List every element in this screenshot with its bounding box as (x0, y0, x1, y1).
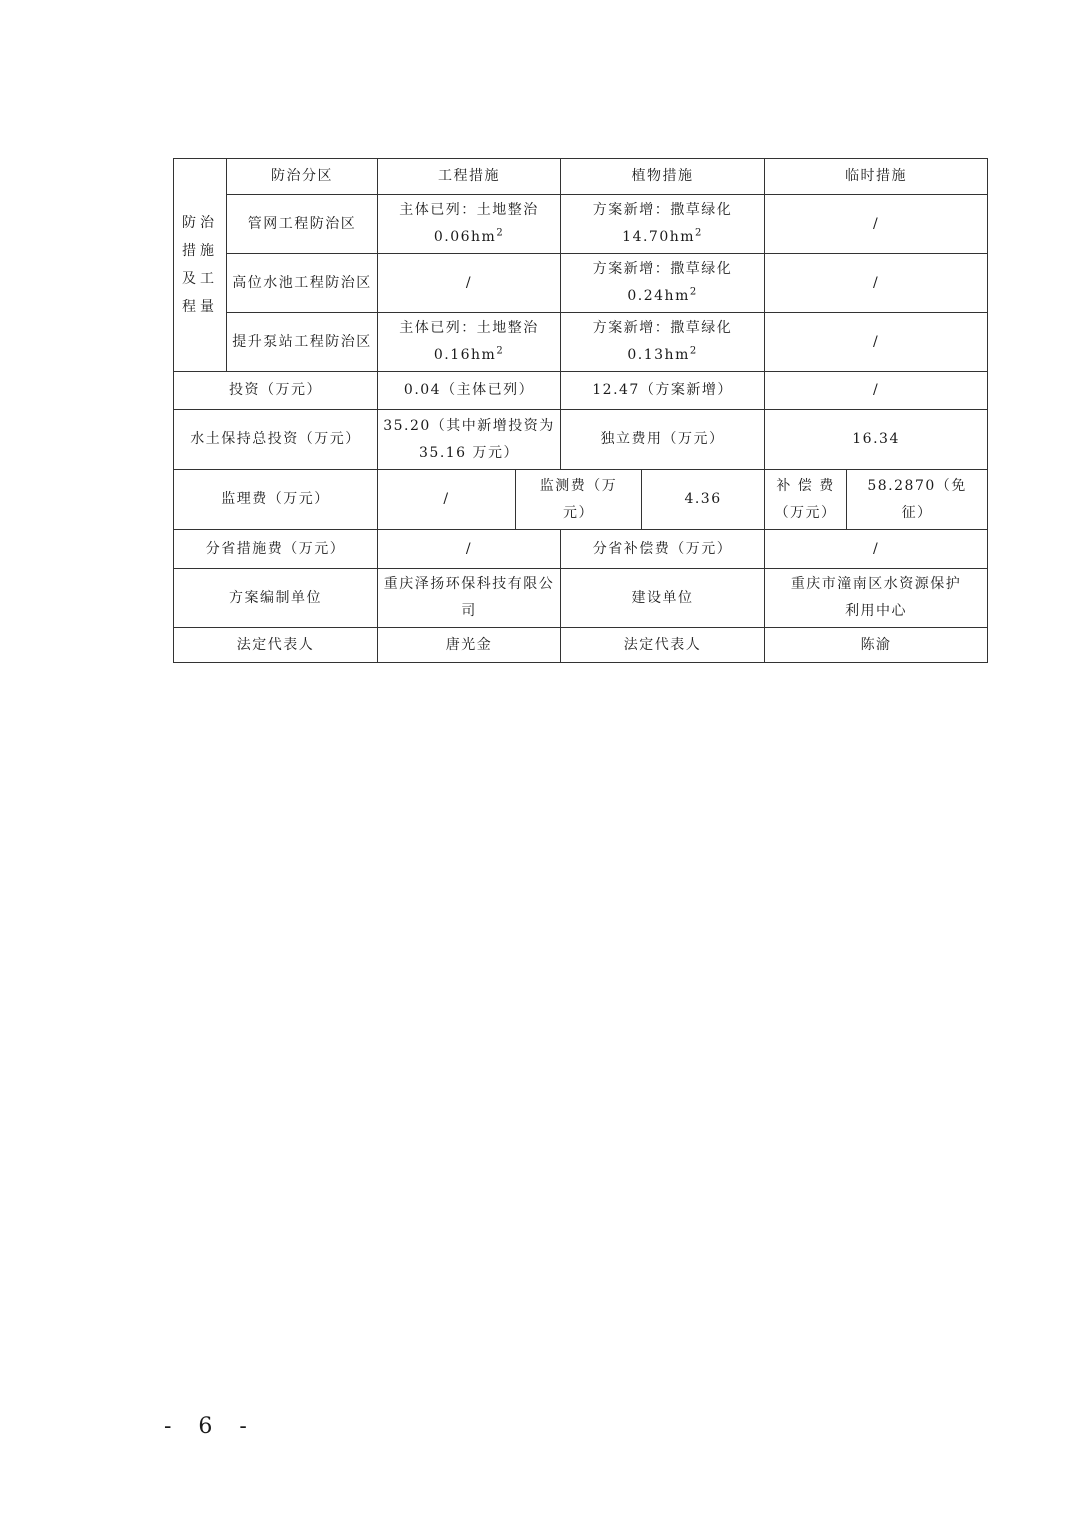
monitoring-label: 监测费（万 元） (516, 470, 642, 530)
header-engineering: 工程措施 (378, 159, 561, 195)
total-label: 水土保持总投资（万元） (174, 410, 378, 470)
header-plant: 植物措施 (561, 159, 765, 195)
monitoring-value: 4.36 (642, 470, 765, 530)
compiler-value: 重庆泽扬环保科技有限公 司 (378, 569, 561, 628)
header-temporary: 临时措施 (765, 159, 988, 195)
compensation-label: 补 偿 费 （万元） (765, 470, 847, 530)
provincial-compensation-value: / (765, 530, 988, 569)
header-zone: 防治分区 (227, 159, 378, 195)
investment-label: 投资（万元） (174, 372, 378, 410)
independent-label: 独立费用（万元） (561, 410, 765, 470)
provincial-measure-label: 分省措施费（万元） (174, 530, 378, 569)
temporary-cell: / (765, 254, 988, 313)
fees-row (174, 470, 988, 530)
engineering-cell: / (378, 254, 561, 313)
units-row (174, 569, 988, 628)
page-number: - 6 - (164, 1414, 257, 1439)
rep-label-1: 法定代表人 (174, 628, 378, 663)
engineering-cell: 主体已列：土地整治 $0.16hm^2$ (378, 313, 561, 372)
zone-name: 管网工程防治区 (227, 195, 378, 254)
rep-label-2: 法定代表人 (561, 628, 765, 663)
supervision-value: / (378, 470, 516, 530)
total-row (174, 410, 988, 470)
reps-row (174, 628, 988, 663)
plant-cell: 方案新增：撒草绿化 $14.70hm^2$ (561, 195, 765, 254)
provincial-compensation-label: 分省补偿费（万元） (561, 530, 765, 569)
independent-value: 16.34 (765, 410, 988, 470)
compiler-label: 方案编制单位 (174, 569, 378, 628)
temporary-cell: / (765, 313, 988, 372)
temporary-cell: / (765, 195, 988, 254)
compensation-value: 58.2870（免 征） (847, 470, 988, 530)
zone-row (174, 254, 988, 313)
investment-engineering: 0.04（主体已列） (378, 372, 561, 410)
supervision-label: 监理费（万元） (174, 470, 378, 530)
zone-name: 高位水池工程防治区 (227, 254, 378, 313)
investment-row (174, 372, 988, 410)
measures-table (173, 158, 988, 663)
header-row (174, 159, 988, 195)
rep-value-1: 唐光金 (378, 628, 561, 663)
plant-cell: 方案新增：撒草绿化 $0.24hm^2$ (561, 254, 765, 313)
plant-cell: 方案新增：撒草绿化 $0.13hm^2$ (561, 313, 765, 372)
rep-value-2: 陈渝 (765, 628, 988, 663)
zone-row (174, 313, 988, 372)
builder-value: 重庆市潼南区水资源保护 利用中心 (765, 569, 988, 628)
investment-plant: 12.47（方案新增） (561, 372, 765, 410)
total-value: 35.20（其中新增投资为 35.16 万元） (378, 410, 561, 470)
side-label: 防治措施及工程量 (174, 159, 227, 372)
zone-row (174, 195, 988, 254)
provincial-row (174, 530, 988, 569)
engineering-cell: 主体已列：土地整治 $0.06hm^2$ (378, 195, 561, 254)
investment-temporary: / (765, 372, 988, 410)
builder-label: 建设单位 (561, 569, 765, 628)
zone-name: 提升泵站工程防治区 (227, 313, 378, 372)
provincial-measure-value: / (378, 530, 561, 569)
